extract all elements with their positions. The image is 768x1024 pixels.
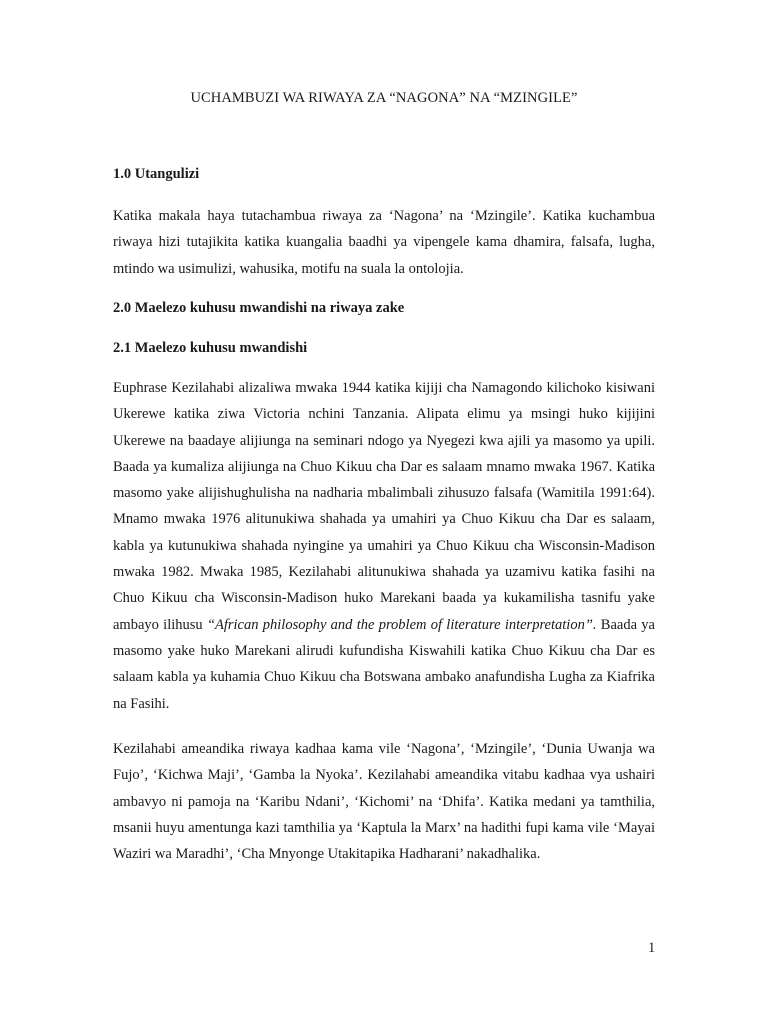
- works-paragraph: Kezilahabi ameandika riwaya kadhaa kama vile ‘Nagona’, ‘Mzingile’, ‘Dunia Uwanja wa Fujo’, ‘Kichwa Maji’, ‘Gamba la Nyoka’. Kezilahabi ameandika vitabu kadhaa vya ushairi ambavyo ni pamoja na ‘Karibu Ndani’, ‘Kichomi’ na ‘Dhifa’. Katika medani ya tamthilia, msanii huyu amentunga kazi tamthilia ya ‘Kaptula la Marx’ na hadithi fupi kama vile ‘Mayai Waziri wa Maradhi’, ‘Cha Mnyonge Utakitapika Hadharani’ nakadhalika.: [113, 741, 655, 863]
- author-bio-text-1: Euphrase Kezilahabi alizaliwa mwaka 1944 katika kijiji cha Namagondo kilichoko kisiwani Ukerewe katika ziwa Victoria nchini Tanzania. Alipata elimu ya msingi huko kijijini Ukerewe na baadaye alijiunga na seminari ndogo ya Nyegezi kwa ajili ya masomo ya upili. Baada ya kumaliza alijiunga na Chuo Kikuu cha Dar es salaam mnamo mwaka 1967. Katika masomo yake alijishughulisha na nadharia mbalimbali zihusuzo falsafa (Wamitila 1991:64). Mnamo mwaka 1976 alitunukiwa shahada ya umahiri ya Chuo Kikuu cha Dar es salaam, kabla ya kutunukiwa shahada nyingine ya umahiri ya Chuo Kikuu cha Wisconsin-Madison mwaka 1982. Mwaka 1985, Kezilahabi alitunukiwa shahada ya uzamivu katika fasihi na Chuo Kikuu cha Wisconsin-Madison huko Marekani baada ya kukamilisha tasnifu yake ambayo ilihusu: [113, 380, 655, 633]
- author-works-heading: 2.0 Maelezo kuhusu mwandishi na riwaya zake: [113, 300, 405, 316]
- author-bio-text-2: Baada ya masomo yake huko Marekani alirudi kufundisha Kiswahili katika Chuo Kikuu cha Dar es salaam kabla ya kuhamia Chuo Kikuu cha Botswana ambako anafundisha Lugha za Kiafrika na Fasihi.: [113, 616, 655, 712]
- author-heading: 2.1 Maelezo kuhusu mwandishi: [113, 340, 308, 356]
- page-number: 1: [648, 940, 656, 956]
- intro-heading: 1.0 Utangulizi: [113, 166, 200, 182]
- thesis-title: “African philosophy and the problem of literature interpretation”.: [206, 616, 597, 633]
- intro-paragraph: Katika makala haya tutachambua riwaya za ‘Nagona’ na ‘Mzingile’. Katika kuchambua riwaya hizi tutajikita katika kuangalia baadhi ya vipengele kama dhamira, falsafa, lugha, mtindo wa usimulizi, wahusika, motifu na suala la ontolojia.: [113, 208, 655, 277]
- author-bio-paragraph: [113, 375, 655, 717]
- document-title: UCHAMBUZI WA RIWAYA ZA “NAGONA” NA “MZINGILE”: [190, 90, 578, 106]
